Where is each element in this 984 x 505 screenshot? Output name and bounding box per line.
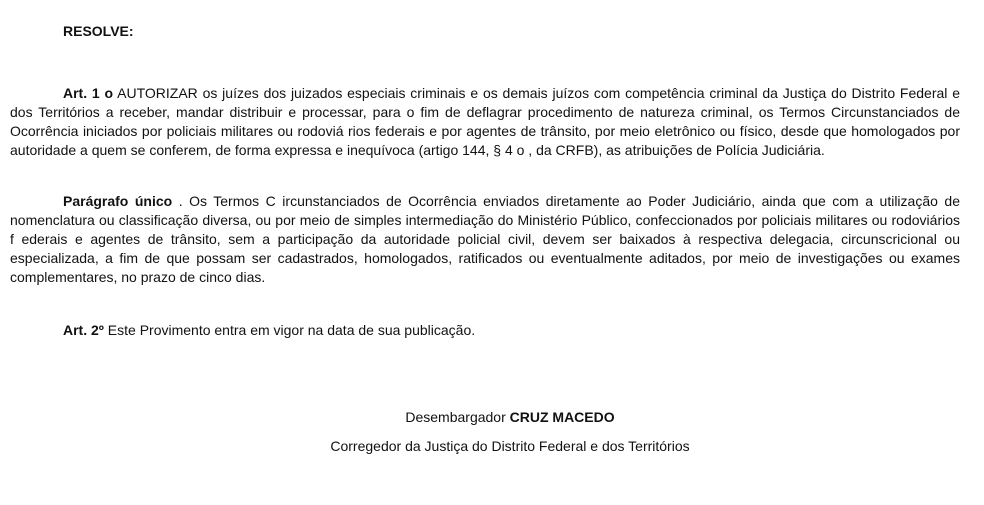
article-2-text: Este Provimento entra em vigor na data de sua publicação. — [107, 322, 476, 338]
article-1-label: Art. 1 o — [63, 85, 114, 101]
paragrafo-unico-label: Parágrafo único — [63, 193, 173, 209]
resolve-heading: RESOLVE: — [63, 23, 134, 39]
signature-name: CRUZ MACEDO — [509, 409, 615, 425]
signature-prefix: Desembargador — [405, 409, 506, 425]
paragrafo-unico-text: . Os Termos C ircunstanciados de Ocorrência enviados diretamente ao Poder Judiciário, ainda que com a utilização de nomenclatura ou classificação diversa, ou por meio de simples intermediação do Ministério Público, confeccionados por policiais militares ou rodoviários f ederais e agentes de trânsito, sem a participação da autoridade policial civil, devem ser baixados à respectiva delegacia, circunscricional ou especializada, a fim de que possam ser cadastrados, homologados, ratificados ou eventualmente aditados, por meio de investigações ou exames complementares, no prazo de cinco dias. — [10, 193, 960, 285]
article-2-label: Art. 2º — [63, 322, 104, 338]
signature-name-line — [0, 409, 984, 425]
signature-title: Corregedor da Justiça do Distrito Federal e dos Territórios — [330, 438, 690, 454]
article-2 — [10, 321, 960, 340]
article-1 — [10, 84, 960, 160]
paragrafo-unico — [10, 192, 960, 287]
article-1-text: AUTORIZAR os juízes dos juizados especiais criminais e os demais juízos com competência criminal da Justiça do Distrito Federal e dos Territórios a receber, mandar distribuir e processar, para o fim de deflagrar procedimento de natureza criminal, os Termos Circunstanciados de Ocorrência iniciados por policiais militares ou rodoviá rios federais e por agentes de trânsito, por meio eletrônico ou físico, desde que homologados por autoridade a quem se conferem, de forma expressa e inequívoca (artigo 144, § 4 o , da CRFB), as atribuições de Polícia Judiciária. — [10, 85, 960, 158]
